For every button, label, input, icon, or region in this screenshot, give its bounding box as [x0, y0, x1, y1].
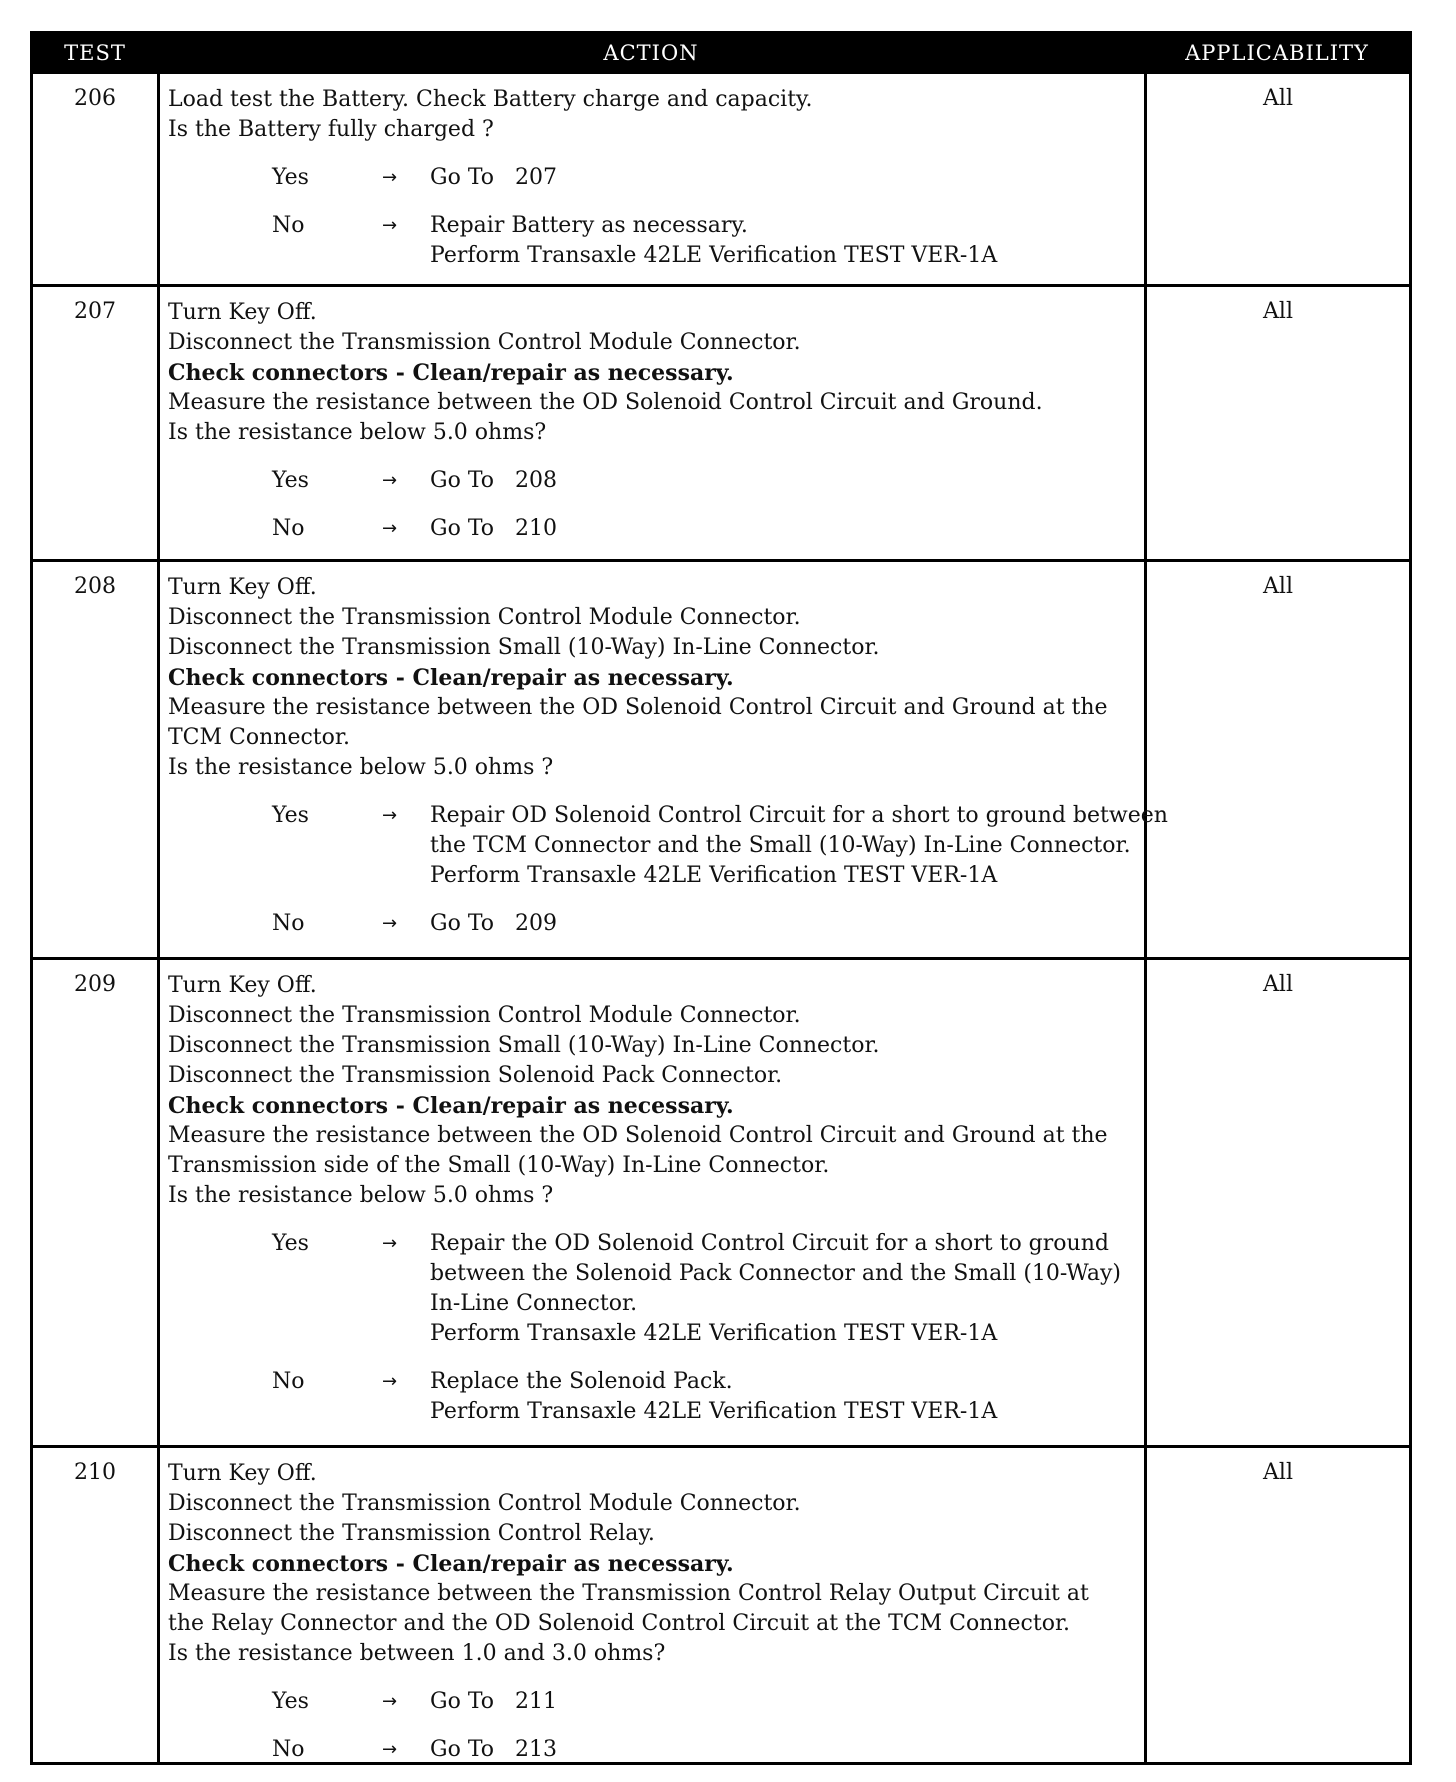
table-header [33, 34, 1409, 74]
answer-options [168, 466, 1136, 544]
right-arrow-icon: → [382, 913, 398, 934]
right-arrow-icon: → [382, 1739, 398, 1760]
test-number: 209 [74, 972, 116, 997]
no-option [168, 1367, 1136, 1427]
result-line: Perform Transaxle 42LE Verification TEST VER-1A [430, 863, 998, 888]
action-line: Disconnect the Transmission Control Module Connector. [168, 605, 801, 630]
yes-option [168, 1687, 1136, 1717]
result-line: Perform Transaxle 42LE Verification TEST VER-1A [430, 243, 998, 268]
applicability-cell: All [1263, 86, 1293, 111]
yes-result [430, 1687, 1136, 1717]
result-line: Go To 213 [430, 1737, 557, 1762]
applicability-cell: All [1263, 299, 1293, 324]
result-line: Go To 209 [430, 911, 557, 936]
action-line: Turn Key Off. [168, 300, 317, 325]
action-line: Measure the resistance between the OD Solenoid Control Circuit and Ground at the [168, 1123, 1108, 1148]
action-line: Measure the resistance between the OD Solenoid Control Circuit and Ground. [168, 390, 1043, 415]
action-cell [157, 960, 1147, 1445]
right-arrow-icon: → [382, 215, 398, 236]
test-number: 210 [74, 1460, 116, 1485]
yes-label: Yes [272, 1231, 309, 1256]
no-result [430, 211, 1136, 271]
result-line: Go To 211 [430, 1689, 557, 1714]
action-line: the Relay Connector and the OD Solenoid Control Circuit at the TCM Connector. [168, 1611, 1071, 1636]
yes-result [430, 163, 1136, 193]
no-label: No [272, 1737, 305, 1762]
test-number: 207 [74, 299, 116, 324]
result-line: Go To 207 [430, 165, 557, 190]
table-row-209 [33, 957, 1409, 1445]
no-result [430, 909, 1136, 939]
result-line: Go To 208 [430, 468, 557, 493]
yes-result [430, 801, 1168, 891]
answer-options [168, 1229, 1136, 1427]
yes-option [168, 801, 1168, 891]
no-option [168, 909, 1136, 939]
action-line: Disconnect the Transmission Control Module Connector. [168, 330, 801, 355]
result-line: Go To 210 [430, 516, 557, 541]
action-line: Disconnect the Transmission Solenoid Pack Connector. [168, 1063, 783, 1088]
test-number: 206 [74, 86, 116, 111]
yes-option [168, 1229, 1136, 1349]
result-line: Repair OD Solenoid Control Circuit for a short to ground between [430, 803, 1168, 828]
result-line: Repair the OD Solenoid Control Circuit for a short to ground [430, 1231, 1109, 1256]
test-number: 208 [74, 574, 116, 599]
action-line: Disconnect the Transmission Control Relay. [168, 1521, 655, 1546]
no-option [168, 1735, 1136, 1765]
result-line: Perform Transaxle 42LE Verification TEST VER-1A [430, 1321, 998, 1346]
right-arrow-icon: → [382, 1233, 398, 1254]
yes-option [168, 163, 1136, 193]
result-line: Repair Battery as necessary. [430, 213, 748, 238]
action-line: Is the resistance below 5.0 ohms ? [168, 755, 554, 780]
applicability-cell: All [1263, 972, 1293, 997]
right-arrow-icon: → [382, 518, 398, 539]
action-line: Disconnect the Transmission Small (10-Way) In-Line Connector. [168, 1033, 880, 1058]
no-result [430, 514, 1136, 544]
action-cell [157, 1448, 1147, 1765]
result-line: between the Solenoid Pack Connector and the Small (10-Way) [430, 1261, 1121, 1286]
no-label: No [272, 213, 305, 238]
header-action: ACTION [603, 41, 699, 65]
yes-result [430, 1229, 1136, 1349]
answer-options [168, 801, 1168, 939]
action-cell [157, 74, 1147, 284]
yes-label: Yes [272, 165, 309, 190]
action-line: Measure the resistance between the Transmission Control Relay Output Circuit at [168, 1581, 1089, 1606]
action-cell [157, 287, 1147, 559]
action-line: TCM Connector. [168, 725, 350, 750]
no-label: No [272, 911, 305, 936]
action-line: Turn Key Off. [168, 575, 317, 600]
action-line: Is the resistance below 5.0 ohms? [168, 420, 547, 445]
action-line: Measure the resistance between the OD Solenoid Control Circuit and Ground at the [168, 695, 1108, 720]
no-option [168, 211, 1136, 271]
action-line-bold: Check connectors - Clean/repair as necessary. [168, 360, 734, 386]
result-line: Replace the Solenoid Pack. [430, 1369, 733, 1394]
answer-options [168, 163, 1136, 271]
table-row-207 [33, 284, 1409, 559]
header-applicability: APPLICABILITY [1185, 41, 1369, 65]
result-line: the TCM Connector and the Small (10-Way) In-Line Connector. [430, 833, 1131, 858]
action-line: Turn Key Off. [168, 1461, 317, 1486]
header-test: TEST [64, 41, 126, 65]
action-line-bold: Check connectors - Clean/repair as necessary. [168, 665, 734, 691]
answer-options [168, 1687, 1136, 1765]
action-line: Load test the Battery. Check Battery charge and capacity. [168, 87, 813, 112]
right-arrow-icon: → [382, 470, 398, 491]
action-line: Disconnect the Transmission Control Module Connector. [168, 1003, 801, 1028]
action-line: Is the resistance below 5.0 ohms ? [168, 1183, 554, 1208]
right-arrow-icon: → [382, 1371, 398, 1392]
action-line-bold: Check connectors - Clean/repair as necessary. [168, 1093, 734, 1119]
yes-result [430, 466, 1136, 496]
result-line: Perform Transaxle 42LE Verification TEST VER-1A [430, 1399, 998, 1424]
yes-label: Yes [272, 1689, 309, 1714]
no-result [430, 1367, 1136, 1427]
action-line: Disconnect the Transmission Small (10-Way) In-Line Connector. [168, 635, 880, 660]
no-label: No [272, 516, 305, 541]
table-row-208 [33, 559, 1409, 957]
yes-label: Yes [272, 803, 309, 828]
no-result [430, 1735, 1136, 1765]
yes-label: Yes [272, 468, 309, 493]
table-row-210 [33, 1445, 1409, 1765]
action-line: Disconnect the Transmission Control Module Connector. [168, 1491, 801, 1516]
right-arrow-icon: → [382, 805, 398, 826]
action-line: Is the resistance between 1.0 and 3.0 ohms? [168, 1641, 666, 1666]
right-arrow-icon: → [382, 167, 398, 188]
right-arrow-icon: → [382, 1691, 398, 1712]
action-line: Turn Key Off. [168, 973, 317, 998]
table-row-206 [33, 71, 1409, 284]
result-line: In-Line Connector. [430, 1291, 638, 1316]
diagnostic-test-table [30, 31, 1412, 1765]
action-line-bold: Check connectors - Clean/repair as necessary. [168, 1551, 734, 1577]
action-cell [157, 562, 1168, 957]
yes-option [168, 466, 1136, 496]
applicability-cell: All [1263, 1460, 1293, 1485]
no-label: No [272, 1369, 305, 1394]
applicability-cell: All [1263, 574, 1293, 599]
action-line: Is the Battery fully charged ? [168, 117, 494, 142]
no-option [168, 514, 1136, 544]
action-line: Transmission side of the Small (10-Way) In-Line Connector. [168, 1153, 830, 1178]
